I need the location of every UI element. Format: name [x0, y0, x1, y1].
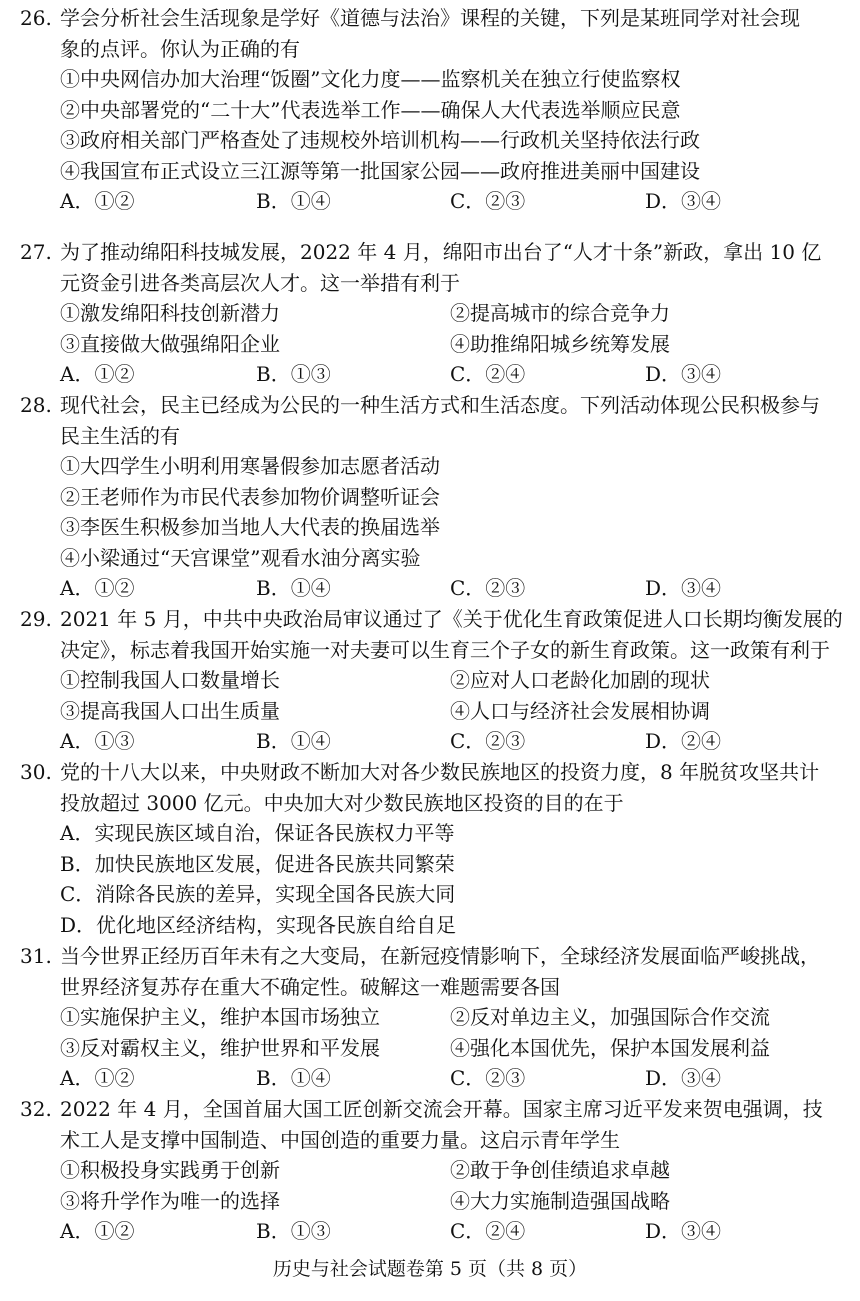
option-b: B．①④ — [256, 576, 331, 600]
statement-item: ④大力实施制造强国战略 — [450, 1188, 670, 1213]
option-d: D．③④ — [645, 362, 722, 386]
statement-item: ③直接做大做强绵阳企业 — [60, 331, 280, 356]
statement-item: ①实施保护主义，维护本国市场独立 — [60, 1005, 380, 1029]
statement-item: ②中央部署党的“二十大”代表选举工作——确保人大代表选举顺应民意 — [60, 97, 681, 122]
statement-item: ③提高我国人口出生质量 — [60, 698, 280, 723]
statement-pair — [20, 1155, 850, 1186]
question-stem-line — [20, 3, 850, 34]
option-b: B．①③ — [256, 1219, 331, 1243]
statement-item: ③政府相关部门严格查处了违规校外培训机构——行政机关坚持依法行政 — [60, 128, 700, 152]
option-c: C．消除各民族的差异，实现全国各民族大同 — [60, 882, 456, 906]
statement-item: ①大四学生小明利用寒暑假参加志愿者活动 — [60, 454, 440, 478]
statement-item: ④我国宣布正式设立三江源等第一批国家公园——政府推进美丽中国建设 — [60, 158, 700, 183]
question-stem-line — [20, 941, 850, 972]
option-c: C．②③ — [450, 729, 526, 753]
statement-pair — [20, 1186, 850, 1217]
answer-options — [20, 1063, 850, 1094]
statement-item: ①中央网信办加大治理“饭圈”文化力度——监察机关在独立行使监察权 — [60, 67, 681, 91]
question-28 — [20, 390, 850, 604]
question-stem: 2021 年 5 月，中共中央政治局审议通过了《关于优化生育政策促进人口长期均衡发展的 — [60, 607, 843, 631]
question-stem-line — [20, 237, 850, 268]
question-stem: 民主生活的有 — [60, 423, 180, 448]
answer-options — [20, 726, 850, 757]
question-stem-line — [20, 757, 850, 788]
question-stem: 元资金引进各类高层次人才。这一举措有利于 — [60, 270, 460, 295]
question-number: 29. — [20, 607, 52, 631]
option-d: D．③④ — [645, 1219, 722, 1243]
question-stem: 象的点评。你认为正确的有 — [60, 36, 300, 61]
question-stem: 投放超过 3000 亿元。中央加大对少数民族地区投资的目的在于 — [60, 790, 624, 815]
option-d: D．③④ — [645, 576, 722, 600]
question-number: 28. — [20, 393, 52, 417]
question-number: 30. — [20, 760, 52, 784]
statement-item: ④助推绵阳城乡统筹发展 — [450, 331, 670, 356]
answer-options — [20, 186, 850, 217]
question-stem: 术工人是支撑中国制造、中国创造的重要力量。这启示青年学生 — [60, 1127, 620, 1152]
option-d: D．③④ — [645, 189, 722, 213]
statement-pair — [20, 1033, 850, 1064]
answer-options — [20, 1216, 850, 1247]
option-c: C．②④ — [450, 362, 526, 386]
option-a: A．①② — [60, 362, 135, 386]
question-stem: 学会分析社会生活现象是学好《道德与法治》课程的关键，下列是某班同学对社会现 — [60, 6, 800, 30]
option-d: D．②④ — [645, 729, 722, 753]
statement-item: ③将升学作为唯一的选择 — [60, 1188, 280, 1213]
statement-item: ④强化本国优先，保护本国发展利益 — [450, 1035, 770, 1060]
question-stem-line — [20, 390, 850, 421]
question-27 — [20, 237, 850, 390]
question-29 — [20, 604, 850, 757]
option-d: D．优化地区经济结构，实现各民族自给自足 — [60, 912, 457, 937]
statement-item: ②反对单边主义，加强国际合作交流 — [450, 1005, 770, 1029]
question-stem: 为了推动绵阳科技城发展，2022 年 4 月，绵阳市出台了“人才十条”新政，拿出 10 亿 — [60, 240, 822, 264]
option-b: B．加快民族地区发展，促进各民族共同繁荣 — [60, 851, 455, 876]
statement-pair — [20, 696, 850, 727]
option-c: C．②④ — [450, 1219, 526, 1243]
statement-item: ②应对人口老龄化加剧的现状 — [450, 668, 710, 692]
statement-item: ②提高城市的综合竞争力 — [450, 301, 670, 325]
option-b: B．①④ — [256, 729, 331, 753]
statement-item: ④人口与经济社会发展相协调 — [450, 698, 710, 723]
question-stem-line — [20, 604, 850, 635]
option-a: A．①② — [60, 189, 135, 213]
question-stem: 当今世界正经历百年未有之大变局，在新冠疫情影响下，全球经济发展面临严峻挑战， — [60, 944, 820, 968]
statement-pair — [20, 1002, 850, 1033]
question-31 — [20, 941, 850, 1094]
option-c: C．②③ — [450, 1066, 526, 1090]
option-a: A．实现民族区域自治，保证各民族权力平等 — [60, 821, 455, 845]
statement-item: ④小梁通过“天宫课堂”观看水油分离实验 — [60, 545, 421, 570]
question-stem-line — [20, 1094, 850, 1125]
question-number: 32. — [20, 1097, 52, 1121]
question-stem: 2022 年 4 月，全国首届大国工匠创新交流会开幕。国家主席习近平发来贺电强调，技 — [60, 1097, 823, 1121]
question-26 — [20, 3, 850, 217]
statement-item: ①激发绵阳科技创新潜力 — [60, 301, 280, 325]
option-c: C．②③ — [450, 576, 526, 600]
statement-item: ①积极投身实践勇于创新 — [60, 1158, 280, 1182]
question-number: 31. — [20, 944, 52, 968]
option-b: B．①④ — [256, 1066, 331, 1090]
statement-item: ①控制我国人口数量增长 — [60, 668, 280, 692]
statement-item: ②王老师作为市民代表参加物价调整听证会 — [60, 484, 440, 509]
question-32 — [20, 1094, 850, 1247]
option-a: A．①② — [60, 576, 135, 600]
option-c: C．②③ — [450, 189, 526, 213]
answer-options — [20, 359, 850, 390]
question-30 — [20, 757, 850, 940]
statement-pair — [20, 329, 850, 360]
statement-pair — [20, 665, 850, 696]
option-a: A．①② — [60, 1066, 135, 1090]
statement-pair — [20, 298, 850, 329]
question-stem: 党的十八大以来，中央财政不断加大对各少数民族地区的投资力度，8 年脱贫攻坚共计 — [60, 760, 820, 784]
answer-options — [20, 573, 850, 604]
option-d: D．③④ — [645, 1066, 722, 1090]
option-a: A．①② — [60, 1219, 135, 1243]
option-b: B．①③ — [256, 362, 331, 386]
question-number: 26. — [20, 6, 52, 30]
question-number: 27. — [20, 240, 52, 264]
option-a: A．①③ — [60, 729, 135, 753]
page-footer: 历史与社会试题卷第 5 页（共 8 页） — [272, 1258, 588, 1280]
statement-item: ②敢于争创佳绩追求卓越 — [450, 1158, 670, 1182]
question-stem: 现代社会，民主已经成为公民的一种生活方式和生活态度。下列活动体现公民积极参与 — [60, 393, 820, 417]
statement-item: ③李医生积极参加当地人大代表的换届选举 — [60, 515, 440, 539]
question-stem: 世界经济复苏存在重大不确定性。破解这一难题需要各国 — [60, 974, 560, 999]
question-stem: 决定》，标志着我国开始实施一对夫妻可以生育三个子女的新生育政策。这一政策有利于 — [60, 637, 830, 662]
statement-item: ③反对霸权主义，维护世界和平发展 — [60, 1035, 380, 1060]
option-b: B．①④ — [256, 189, 331, 213]
